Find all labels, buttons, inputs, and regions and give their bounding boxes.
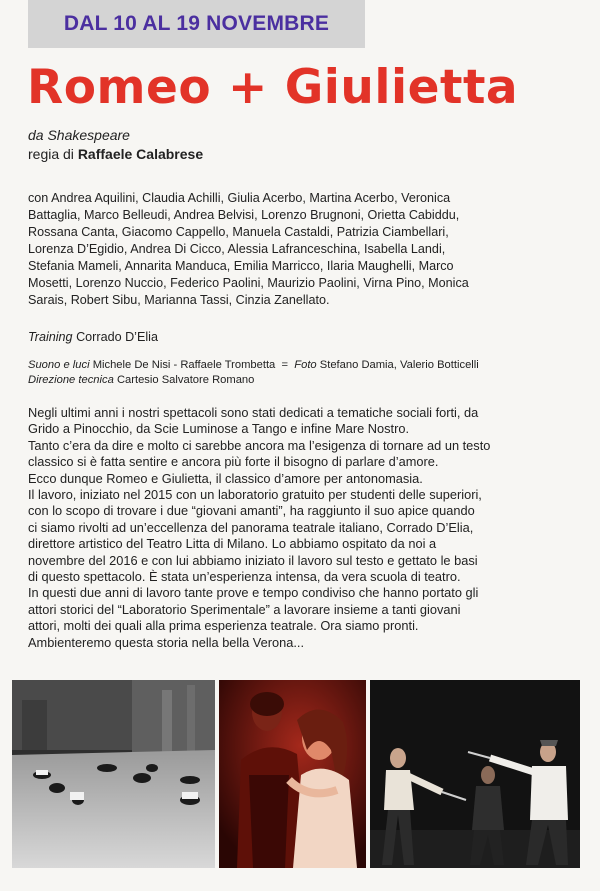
description-line: Ecco dunque Romeo e Giulietta, il classico d’amore per antonomasia.: [28, 470, 423, 486]
cast-list: [28, 190, 584, 309]
credit-director-prefix: regia di: [28, 146, 78, 162]
training-credit: [28, 330, 158, 344]
sword-duel-photo: [370, 680, 580, 868]
description-line: Il lavoro, iniziato nel 2015 con un laboratorio gratuito per studenti delle superiori,: [28, 487, 482, 503]
direction-line: [28, 373, 479, 388]
cast-line: Stefania Mameli, Annarita Manduca, Emilia Marricco, Ilaria Maughelli, Marco: [28, 259, 454, 273]
cast-line: Rossana Canta, Giacomo Cappello, Manuela Castaldi, Patrizia Ciambellari,: [28, 225, 449, 239]
description-line: Grido a Pinocchio, da Scie Luminose a Tango e infine Mare Nostro.: [28, 421, 410, 437]
credits: [28, 126, 203, 164]
description-line: classico si è fatta sentire e ancora più forte il bisogno di parlare d’amore.: [28, 454, 439, 470]
description-line: direttore artistico del Teatro Litta di Milano. Lo abbiamo ospitato da noi a: [28, 536, 437, 552]
sound-photo-line: [28, 358, 479, 373]
cast-line: Lorenza D’Egidio, Andrea Di Cicco, Alessia Lafranceschina, Isabella Landi,: [28, 242, 446, 256]
description: [28, 405, 580, 651]
description-line: Ambienteremo questa storia nella bella Verona...: [28, 634, 305, 650]
cast-line: Sarais, Robert Sibu, Marianna Tassi, Cinzia Zanellato.: [28, 293, 330, 307]
description-line: attori storici del “Laboratorio Sperimentale” a lavorare insieme a tanti giovani: [28, 601, 461, 617]
credit-source-prefix: da: [28, 127, 48, 143]
technical-credits: [28, 358, 479, 388]
credit-source: [28, 126, 203, 145]
direction-name: Cartesio Salvatore Romano: [116, 374, 255, 386]
photo-label: Foto: [294, 359, 317, 371]
training-label: Training: [28, 330, 73, 344]
description-line: novembre del 2016 e con lui abbiamo iniziato il lavoro sul testo e gettato le basi: [28, 552, 478, 568]
show-title: Romeo + Giulietta: [27, 60, 519, 115]
photo-names: Stefano Damia, Valerio Botticelli: [319, 359, 479, 371]
sound-names: Michele De Nisi - Raffaele Trombetta: [92, 359, 276, 371]
date-banner: [28, 0, 365, 48]
credit-director-name: Raffaele Calabrese: [77, 146, 204, 162]
sound-label: Suono e luci: [28, 359, 90, 371]
direction-label: Direzione tecnica: [28, 374, 114, 386]
description-line: con lo scopo di trovare i due “giovani amanti”, ha raggiunto il suo apice quando: [28, 503, 475, 519]
cast-line: Mosetti, Lorenzo Nuccio, Federico Paolini, Maurizio Paolini, Virna Pino, Monica: [28, 276, 469, 290]
description-line: ci siamo rivolti ad un’eccellenza del panorama teatrale italiano, Corrado D’Elia,: [28, 519, 474, 535]
credit-separator: =: [281, 359, 289, 371]
cast-line: con Andrea Aquilini, Claudia Achilli, Giulia Acerbo, Martina Acerbo, Veronica: [28, 191, 451, 205]
description-line: Tanto c’era da dire e molto ci sarebbe ancora ma l’esigenza di tornare ad un testo: [28, 437, 491, 453]
training-name: Corrado D’Elia: [76, 330, 158, 344]
description-line: di questo spettacolo. È stata un’esperienza intensa, da vera scuola di teatro.: [28, 569, 461, 585]
stage-scene-photo: [12, 680, 215, 868]
date-banner-text: DAL 10 AL 19 NOVEMBRE: [63, 12, 330, 35]
credit-director: [28, 145, 203, 164]
description-line: attori, molti dei quali alla prima esperienza teatrale. Ora siamo pronti.: [28, 618, 419, 634]
description-line: In questi due anni di lavoro tante prove e tempo condiviso che hanno portato gli: [28, 585, 479, 601]
cast-line: Battaglia, Marco Belleudi, Andrea Belvisi, Lorenzo Brugnoni, Orietta Cabiddu,: [28, 208, 460, 222]
description-line: Negli ultimi anni i nostri spettacoli sono stati dedicati a tematiche sociali forti, da: [28, 405, 479, 420]
couple-embrace-photo: [219, 680, 366, 868]
credit-source-author: Shakespeare: [47, 127, 130, 143]
photo-strip: [0, 680, 600, 868]
